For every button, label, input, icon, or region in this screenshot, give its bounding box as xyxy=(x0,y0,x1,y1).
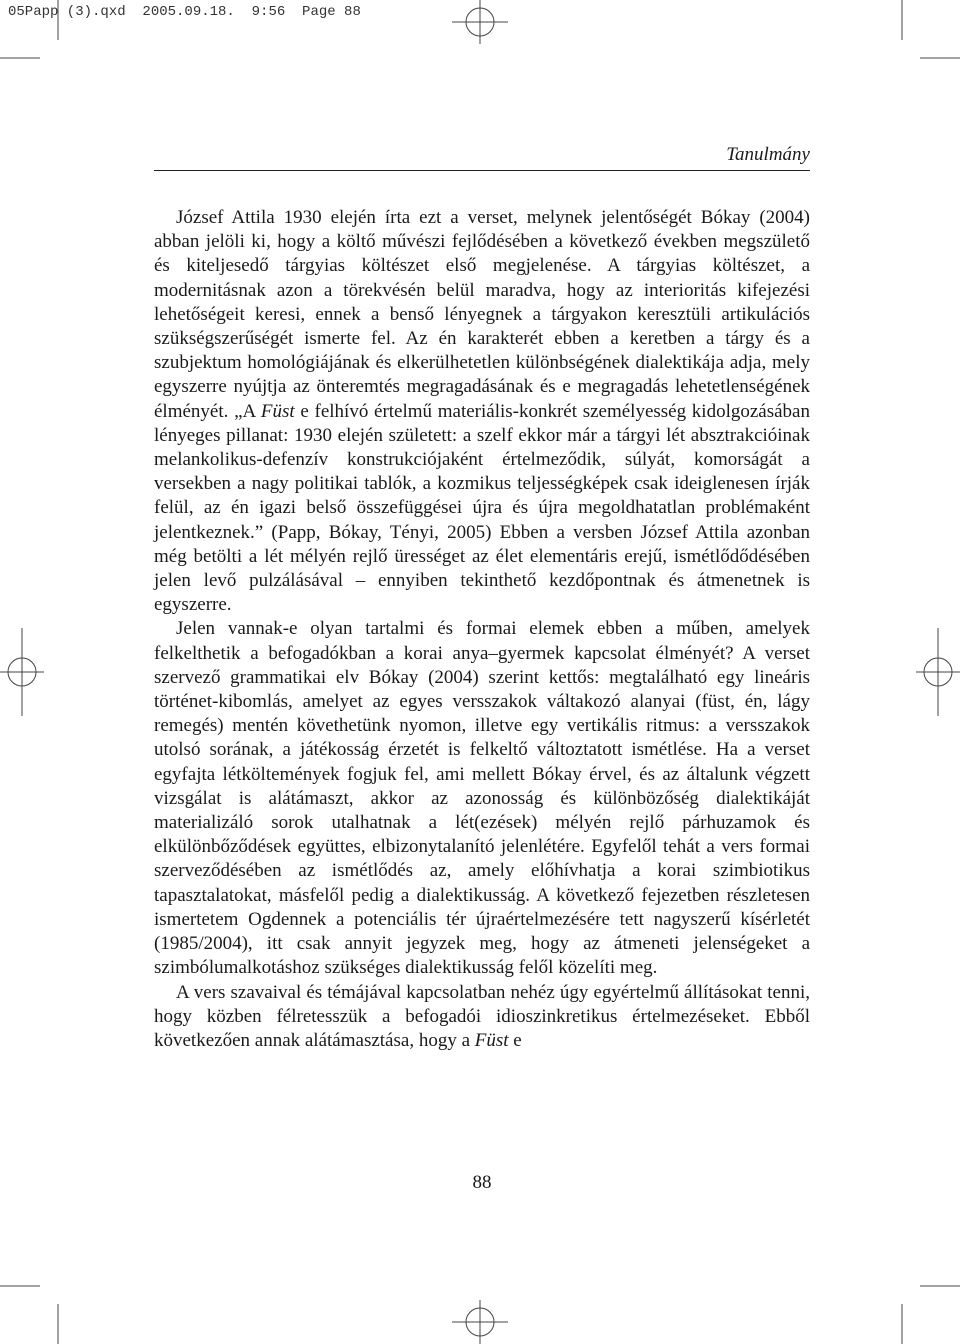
body-paragraph xyxy=(154,617,810,980)
italic-title-text: Füst xyxy=(260,400,295,422)
body-paragraph xyxy=(154,206,810,617)
paragraph-text: Jelen vannak-e olyan tartalmi és formai elemek ebben a műben, amelyek felkelthetik a befogadókban a korai anya–gyermek kapcsolat élményét? A verset szervező grammatikai elv Bókay (2004) szerint kettős: megtalálható egy lineáris történet-kibomlás, amelyet az egyes versszakok váltakozó alanyai (füst, én, lágy remegés) mentén követhetünk nyomon, illetve egy vertikális ritmus: a versszakok utolsó sorának, a játékosság érzetét is felkeltő változtatott ismétlése. Ha a verset egyfajta létköltemények fogjuk fel, ami mellett Bókay érvel, és az általunk végzett vizsgálat is alátámaszt, akkor az azonosság és különbözőség dialektikáját materializáló sorok utalhatnak a lét(ezések) mélyén rejlő párhuzamok és elkülönbőződések együttes, elbizonytalanító jelenlétére. Egyfelől tehát a vers formai szerveződésében az ismétlődés az, amely előhívhatja a korai szimbiotikus tapasztalatokat, másfelől pedig a dialektikusság. A következő fejezetben részletesen ismertetem Ogdennek a potenciális tér újraértelmezésére tett nagyszerű kísérletét (1985/2004), itt csak annyit jegyzek meg, hogy az átmeneti jelenségeket a szimbólumalkotáshoz szükséges dialektikusság felől közelíti meg. xyxy=(154,618,810,979)
paragraph-text: e felhívó értelmű materiális-konkrét személyesség kidolgozásában lényeges pillanat: 1930 elején született: a szelf ekkor már a tárgyi lét absztrakcióinak melankolikus-defenzív konstrukciójaként értelmeződik, súlyát, komorságát a versekben a nagy politikai tablók, a kozmikus teljességképek csak ideiglenesen írják felül, az én igazi belső összefüggései újra és újra megoldhatatlan problémaként jelentkeznek.” (Papp, Bókay, Tényi, 2005) Ebben a versben József Attila azonban még betölti a lét mélyén rejlő ürességet az élet elementáris erejű, ismétlődődésében jelen levő pulzálásával – ennyiben tekinthető kezdőpontnak és átmenetnek is egyszerre. xyxy=(154,400,810,616)
body-paragraph xyxy=(154,981,810,1054)
italic-title-text: Füst xyxy=(474,1029,509,1051)
paragraph-text: A vers szavaival és témájával kapcsolatban nehéz úgy egyértelmű állításokat tenni, hogy közben félretesszük a befogadói idioszinkretikus értelmezéseket. Ebből következően annak alátámasztása, hogy a xyxy=(154,981,810,1051)
article-body xyxy=(154,206,810,1053)
header-rule xyxy=(154,170,810,171)
running-header: Tanulmány xyxy=(726,144,810,165)
page-number: 88 xyxy=(472,1172,492,1193)
registration-mark-bottom xyxy=(452,1300,508,1344)
print-slug: 05Papp (3).qxd 2005.09.18. 9:56 Page 88 xyxy=(8,4,361,20)
registration-mark-left xyxy=(0,628,44,716)
registration-mark-right xyxy=(916,628,960,716)
paragraph-text: e xyxy=(508,1029,522,1051)
registration-mark-top xyxy=(452,0,508,44)
paragraph-text: József Attila 1930 elején írta ezt a verset, melynek jelentőségét Bókay (2004) abban jelöli ki, hogy a költő művészi fejlődésében a következő években megszülető és kiteljesedő tárgyias költészet első megjelenése. A tárgyias költészet, a modernitásnak azon a törekvésén belül maradva, hogy az interioritás kifejezési lehetőségeit keresi, ennek a benső lényegnek a tárgyakon keresztüli artikulációs szükségszerűségét ismerte fel. Az én karakterét ebben a keretben a tárgy és a szubjektum homológiájának és elkerülhetetlen különbségének dialektikája adja, mely egyszerre nyújtja az önteremtés megragadásának és e megragadás lehetetlenségének élményét. „A xyxy=(154,207,810,422)
